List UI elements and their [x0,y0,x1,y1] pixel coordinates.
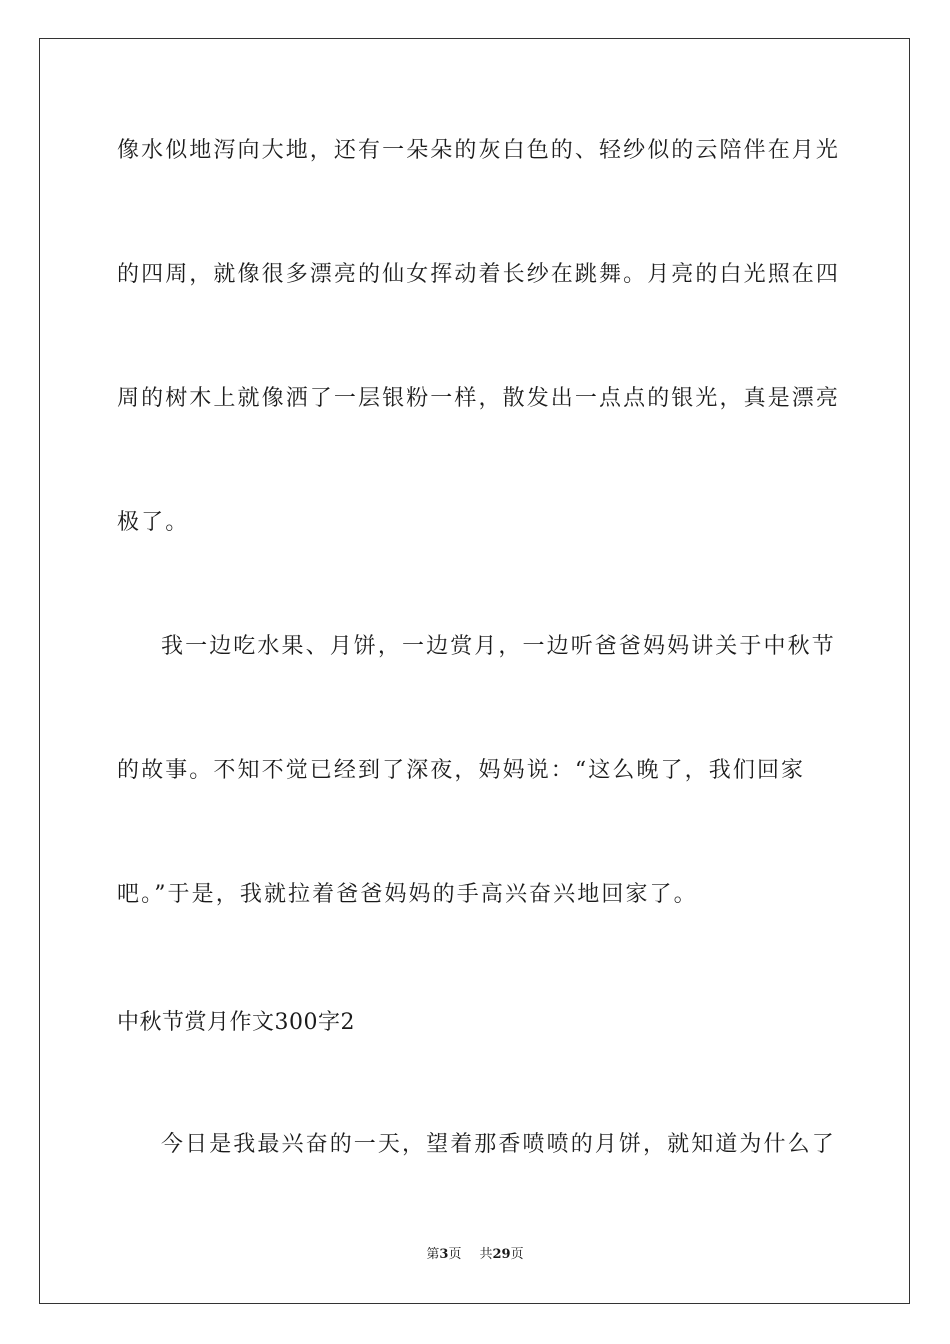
body-line-3: 周的树木上就像洒了一层银粉一样，散发出一点点的银光，真是漂亮 [117,386,841,411]
footer-page-suffix: 页 [448,1247,462,1262]
body-line-5: 我一边吃水果、月饼，一边赏月，一边听爸爸妈妈讲关于中秋节 [161,634,836,659]
body-line-2: 的四周，就像很多漂亮的仙女挥动着长纱在跳舞。月亮的白光照在四 [117,262,841,287]
page-border [39,38,910,1304]
body-line-9: 今日是我最兴奋的一天，望着那香喷喷的月饼，就知道为什么了 [161,1132,836,1157]
body-line-1: 像水似地泻向大地，还有一朵朵的灰白色的、轻纱似的云陪伴在月光 [117,138,841,163]
footer-page-prefix: 第 [426,1247,440,1262]
footer-total-suffix: 页 [510,1247,524,1262]
footer-total-prefix: 共 [479,1247,493,1262]
footer-page-total: 29 [492,1247,511,1262]
body-line-7: 吧。”于是，我就拉着爸爸妈妈的手高兴奋兴地回家了。 [117,882,698,907]
body-line-6: 的故事。不知不觉已经到了深夜，妈妈说：“这么晚了，我们回家 [117,758,806,783]
section-heading: 中秋节赏月作文300字2 [117,1010,355,1035]
page-footer [0,1246,950,1264]
body-line-4: 极了。 [117,510,190,535]
footer-page-current: 3 [439,1247,449,1262]
